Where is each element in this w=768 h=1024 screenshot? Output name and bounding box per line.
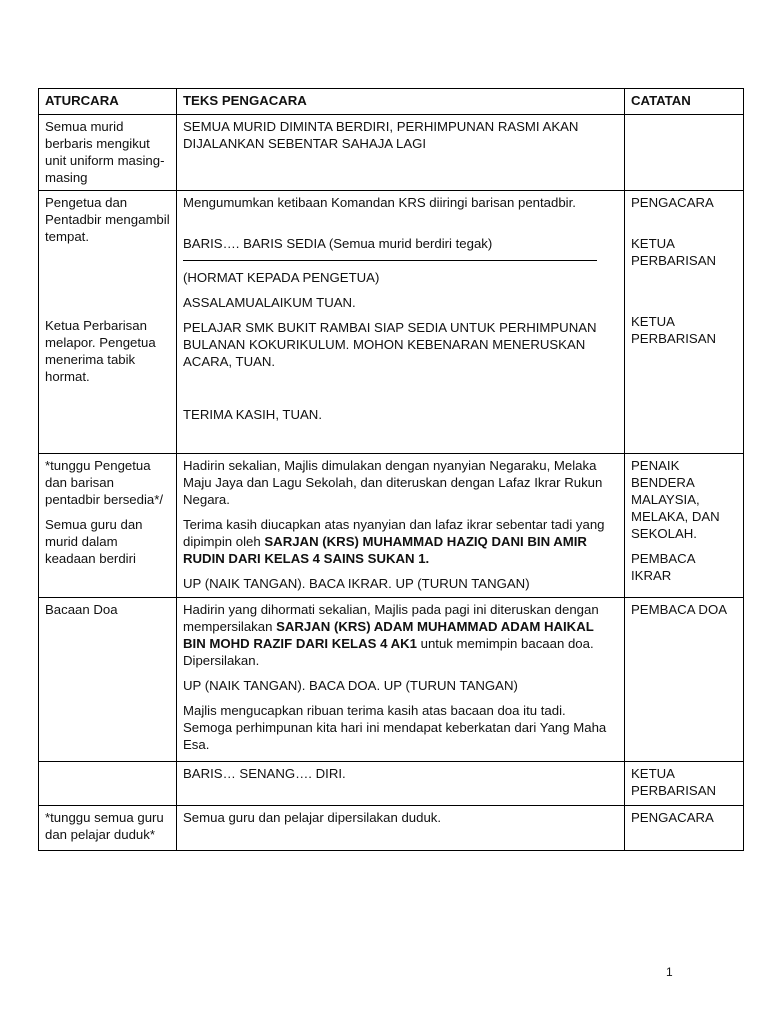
aturcara-text: Pengetua dan Pentadbir mengambil tempat. [45, 195, 170, 244]
teks-paragraph: UP (NAIK TANGAN). BACA IKRAR. UP (TURUN TANGAN) [183, 576, 530, 591]
catatan-text: KETUA PERBARISAN [631, 236, 717, 268]
catatan-text: PEMBACA IKRAR [631, 551, 695, 583]
aturcara-cell: *tunggu semua guru dan pelajar duduk* [39, 806, 177, 851]
table-row [39, 191, 744, 454]
teks-text: untuk memimpin bacaan doa. Dipersilakan. [183, 636, 594, 668]
teks-text: Terima kasih diucapkan atas nyanyian dan lafaz ikrar sebentar tadi yang dipimpin oleh [183, 517, 605, 549]
aturcara-cell [39, 454, 177, 598]
teks-cell: BARIS… SENANG…. DIRI. [177, 762, 625, 806]
table-row [39, 454, 744, 598]
page-number: 1 [666, 965, 673, 979]
teks-cell [177, 191, 625, 454]
aturcara-table [38, 88, 744, 851]
table-row [39, 806, 744, 851]
table-row [39, 598, 744, 762]
aturcara-cell: Semua murid berbaris mengikut unit uniform masing-masing [39, 115, 177, 191]
teks-paragraph: Hadirin sekalian, Majlis dimulakan dengan nyanyian Negaraku, Melaka Maju Jaya dan Lagu Sekolah, dan diteruskan dengan Lafaz Ikrar Rukun Negara. [183, 458, 603, 507]
teks-cell: SEMUA MURID DIMINTA BERDIRI, PERHIMPUNAN RASMI AKAN DIJALANKAN SEBENTAR SAHAJA LAGI [177, 115, 625, 191]
teks-paragraph: UP (NAIK TANGAN). BACA DOA. UP (TURUN TANGAN) [183, 678, 518, 693]
table-header-row [39, 89, 744, 115]
teks-paragraph: TERIMA KASIH, TUAN. [183, 407, 322, 422]
catatan-cell: PEMBACA DOA [625, 598, 744, 762]
teks-paragraph [183, 601, 618, 669]
teks-paragraph [183, 516, 618, 567]
table-row [39, 762, 744, 806]
teks-paragraph: Mengumumkan ketibaan Komandan KRS diiringi barisan pentadbir. [183, 195, 576, 210]
catatan-text: PENAIK BENDERA MALAYSIA, MELAKA, DAN SEKOLAH. [631, 458, 720, 541]
catatan-cell [625, 454, 744, 598]
teks-paragraph: (HORMAT KEPADA PENGETUA) [183, 270, 380, 285]
catatan-cell: KETUA PERBARISAN [625, 762, 744, 806]
teks-paragraph: Majlis mengucapkan ribuan terima kasih atas bacaan doa itu tadi. Semoga perhimpunan kita hari ini mendapat keberkatan dari Yang Maha Esa. [183, 703, 607, 752]
catatan-text: KETUA PERBARISAN [631, 314, 717, 346]
table-row [39, 115, 744, 191]
teks-text: Hadirin yang dihormati sekalian, Majlis pada pagi ini diteruskan dengan mempersilakan [183, 602, 599, 634]
aturcara-text: Ketua Perbarisan melapor. Pengetua menerima tabik hormat. [45, 318, 156, 384]
signature-line [183, 260, 597, 261]
catatan-cell [625, 191, 744, 454]
catatan-text: PENGACARA [631, 195, 714, 210]
header-catatan: CATATAN [625, 89, 744, 115]
aturcara-cell: Bacaan Doa [39, 598, 177, 762]
teks-cell: Semua guru dan pelajar dipersilakan duduk. [177, 806, 625, 851]
name-highlight: SARJAN (KRS) ADAM MUHAMMAD ADAM HAIKAL BIN MOHD RAZIF DARI KELAS 4 AK1 [183, 619, 594, 651]
teks-paragraph: BARIS…. BARIS SEDIA (Semua murid berdiri tegak) [183, 236, 493, 251]
aturcara-text: *tunggu Pengetua dan barisan pentadbir bersedia*/ [45, 458, 164, 507]
catatan-cell: PENGACARA [625, 806, 744, 851]
teks-paragraph: ASSALAMUALAIKUM TUAN. [183, 295, 356, 310]
aturcara-text: Semua guru dan murid dalam keadaan berdiri [45, 517, 143, 566]
teks-paragraph: PELAJAR SMK BUKIT RAMBAI SIAP SEDIA UNTUK PERHIMPUNAN BULANAN KOKURIKULUM. MOHON KEBENARAN MENERUSKAN ACARA, TUAN. [183, 320, 597, 369]
teks-cell [177, 598, 625, 762]
aturcara-cell [39, 762, 177, 806]
catatan-cell [625, 115, 744, 191]
name-highlight: SARJAN (KRS) MUHAMMAD HAZIQ DANI BIN AMIR RUDIN DARI KELAS 4 SAINS SUKAN 1. [183, 534, 587, 566]
header-aturcara: ATURCARA [39, 89, 177, 115]
header-teks-pengacara: TEKS PENGACARA [177, 89, 625, 115]
teks-cell [177, 454, 625, 598]
aturcara-cell [39, 191, 177, 454]
